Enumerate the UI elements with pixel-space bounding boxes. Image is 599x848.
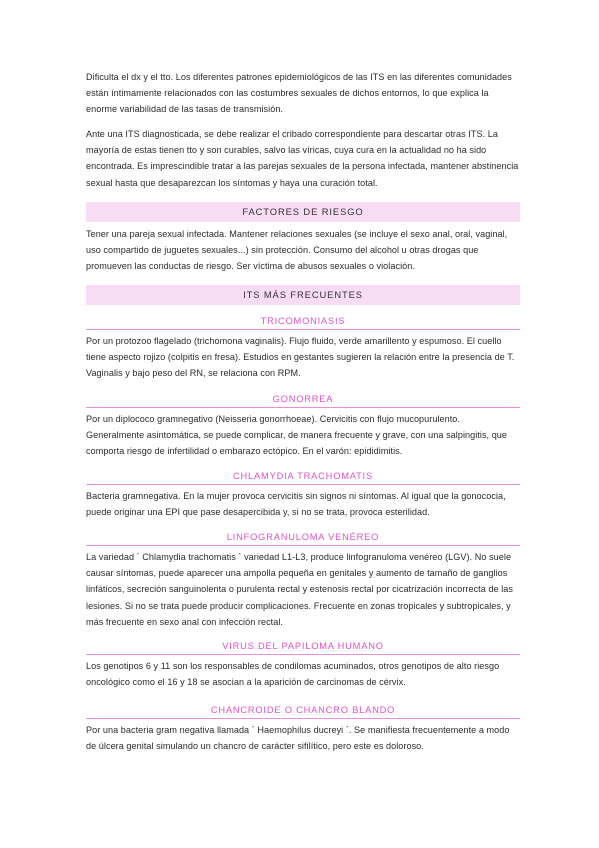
section-text-vph: Los genotipos 6 y 11 son los responsables de condilomas acuminados, otros genotipos de alto riesgo oncológico como el 16 y 18 se asocian a la aparición de carcinomas de cérvix. bbox=[86, 661, 500, 688]
risk-factors-text: Tener una pareja sexual infectada. Mantener relaciones sexuales (se incluye el sexo anal, oral, vaginal, uso compartido de juguetes sexuales...) sin protección. Consumo del alcohol u otras drogas que promueven las conductas de riesgo. Ser víctima de abusos sexuales o violación. bbox=[86, 229, 508, 272]
intro-paragraph-1: Dificulta el dx y el tto. Los diferentes patrones epidemiológicos de las ITS en las diferentes comunidades están íntimamente relacionados con las costumbres sexuales de dichos entornos, lo que explica la enorme variabilidad de las tasas de transmisión. bbox=[86, 72, 512, 115]
section-title-chlamydia: CHLAMYDIA TRACHOMATIS bbox=[233, 471, 373, 481]
section-title-linfogranuloma: LINFOGRANULOMA VENÉREO bbox=[226, 532, 380, 542]
section-divider bbox=[86, 545, 520, 546]
section-title-tricomoniasis: TRICOMONIASIS bbox=[260, 316, 346, 326]
section-divider bbox=[86, 654, 520, 655]
section-text-gonorrea: Por un diplococo gramnegativo (Neisseria gonorrhoeae). Cervicitis con flujo mucopurulento. Generalmente asintomática, se puede complicar, de manera frecuente y grave, con una salpingitis, que comporta riesgo de infertilidad o embarazo ectópico. En el varón: epididimitis. bbox=[86, 414, 508, 457]
section-text-chancroide: Por una bacteria gram negativa llamada ´ Haemophilus ducreyi ´. Se manifiesta frecuentemente a modo de úlcera genital simulando un chancro de carácter sifilítico, pero este es doloroso. bbox=[86, 725, 510, 752]
intro-paragraph-2: Ante una ITS diagnosticada, se debe realizar el cribado correspondiente para descartar otras ITS. La mayoría de estas tienen tto y son curables, salvo las víricas, cuya cura en la actualidad no ha sido encontrada. Es imprescindible tratar a las parejas sexuales de la persona infectada, mantener abstinencia sexual hasta que desaparezcan los síntomas y haya una curación total. bbox=[86, 129, 519, 188]
section-title-vph: VIRUS DEL PAPILOMA HUMANO bbox=[222, 641, 384, 651]
section-title-chancroide: CHANCROIDE O CHANCRO BLANDO bbox=[210, 705, 396, 715]
section-divider bbox=[86, 329, 520, 330]
frequent-its-heading: ITS MÁS FRECUENTES bbox=[86, 285, 520, 305]
section-text-linfogranuloma: La variedad ´ Chlamydia trachomatis ´ variedad L1-L3, produce linfogranuloma venéreo (LGV). No suele causar síntomas, puede aparecer una ampolla pequeña en genitales y aumento de tamaño de ganglios linfáticos, secreción sanguinolenta o purulenta rectal y estenosis rectal por cicatrización incorrecta de las lesiones. Si no se trata puede producir complicaciones. Frecuente en zonas tropicales y subtropicales, y más frecuente en sexo anal con infección rectal. bbox=[86, 552, 514, 627]
risk-factors-heading: FACTORES DE RIESGO bbox=[86, 202, 520, 222]
section-divider bbox=[86, 484, 520, 485]
section-title-gonorrea: GONORREA bbox=[272, 394, 334, 404]
section-divider bbox=[86, 407, 520, 408]
section-text-tricomoniasis: Por un protozoo flagelado (trichomona vaginalis). Flujo fluido, verde amarillento y espumoso. El cuello tiene aspecto rojizo (colpitis en fresa). Estudios en gestantes sugieren la relación entre la presencia de T. Vaginalis y bajo peso del RN, se relaciona con RPM. bbox=[86, 336, 515, 379]
section-text-chlamydia: Bacteria gramnegativa. En la mujer provoca cervicitis sin signos ni síntomas. Al igual que la gonococia, puede originar una EPI que pase desapercibida y, si no se trata, provoca esterilidad. bbox=[86, 491, 506, 518]
section-divider bbox=[86, 718, 520, 719]
